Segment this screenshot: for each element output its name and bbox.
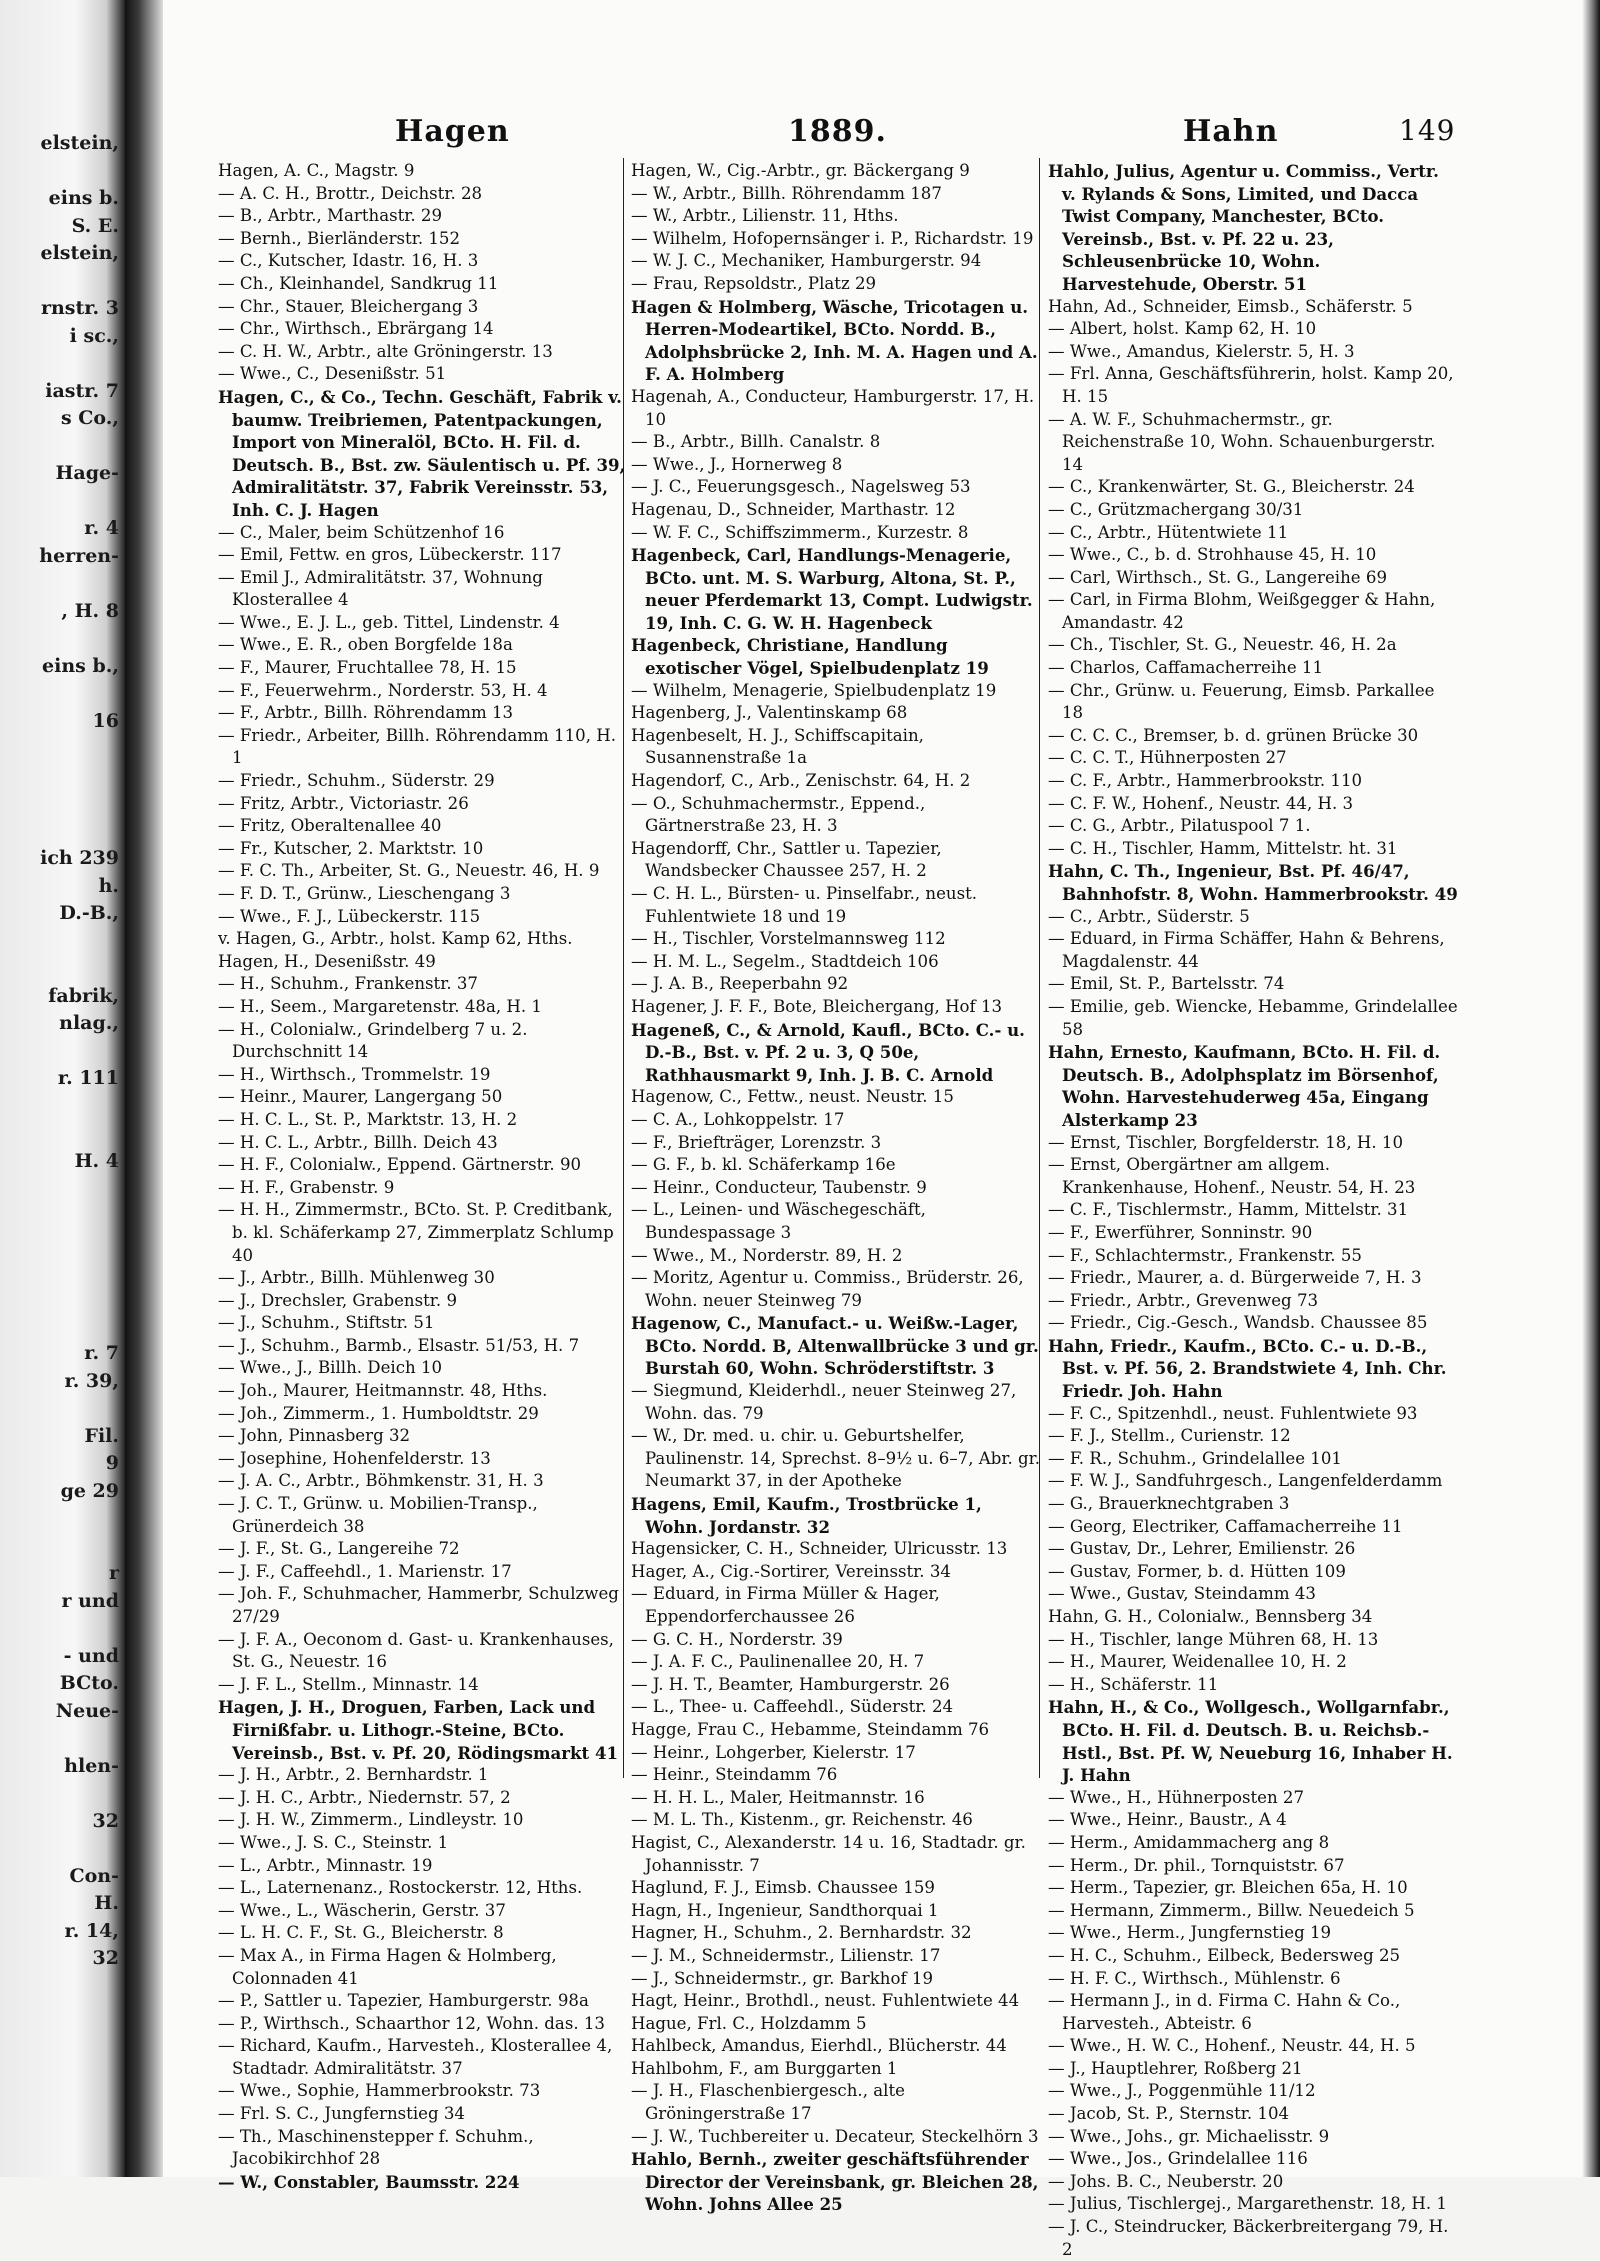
directory-entry: — F. D. T., Grünw., Lieschengang 3 [218,884,511,903]
gutter-text-fragment: 32 [92,1947,119,1969]
directory-entry: — C. G., Arbtr., Pilatuspool 7 1. [1048,816,1311,836]
directory-entry: — W., Arbtr., Billh. Röhrendamm 187 [631,183,942,203]
gutter-text-fragment: H. [94,1892,119,1914]
gutter-text-fragment: s Co., [60,407,119,429]
directory-entry: — J. H., Flaschenbiergesch., alte Gröningerstraße 17 [631,2081,905,2124]
gutter-text-fragment: S. E. [71,214,119,237]
directory-entry: — H., Tischler, Vorstelmannsweg 112 [631,929,946,949]
directory-entry: — C., Kutscher, Idastr. 16, H. 3 [218,251,479,271]
gutter-text-fragment: r und [61,1589,119,1612]
directory-entry: — C., Krankenwärter, St. G., Bleicherstr. 24 [1048,477,1415,497]
directory-entry: — Friedr., Cig.-Gesch., Wandsb. Chaussee 85 [1048,1313,1428,1333]
directory-entry: — Friedr., Maurer, a. d. Bürgerweide 7, H. 3 [1048,1268,1422,1288]
directory-entry: — J. F. L., Stellm., Minnastr. 14 [218,1674,479,1694]
directory-entry: — Johs. B. C., Neuberstr. 20 [1048,2171,1284,2191]
directory-entry: — Wwe., Heinr., Baustr., A 4 [1048,1810,1287,1830]
directory-entry: Hagenow, C., Fettw., neust. Neustr. 15 [631,1087,954,1107]
gutter-text-fragment: Fil. [84,1424,119,1447]
directory-entry: — J. H. W., Zimmerm., Lindleystr. 10 [218,1810,524,1830]
directory-entry: — Th., Maschinensteppеr f. Schuhm., Jacobikirchhof 28 [218,2126,534,2169]
directory-entry: — C. H., Tischler, Hamm, Mittelstr. ht. 31 [1048,838,1398,858]
page-number: 149 [1399,114,1456,147]
gutter-text-fragment: D.-B., [59,902,119,924]
directory-entry: — H., Tischler, lange Mühren 68, H. 13 [1048,1629,1379,1649]
directory-entry: — W. F. C., Schiffszimmerm., Kurzestr. 8 [631,522,969,542]
gutter-text-fragment: BCto. [59,1672,119,1694]
directory-entry: — Emilie, geb. Wiencke, Hebamme, Grindelallee 58 [1048,996,1458,1039]
year-heading: 1889. [788,114,887,149]
directory-entry: — Ernst, Tischler, Borgfelderstr. 18, H. 10 [1048,1132,1404,1152]
directory-entry: — Wwe., H., Hühnerposten 27 [1048,1787,1305,1807]
directory-entry: — J. A. B., Reeperbahn 92 [631,974,849,994]
directory-entry: Hagenbeck, Christiane, Handlung exotischer Vögel, Spielbudenplatz 19 [631,635,989,679]
directory-entry: Hahlbohm, F., am Burggarten 1 [631,2058,898,2078]
directory-entry: — Wwe., J. S. C., Steinstr. 1 [218,1832,449,1852]
directory-entry: — J. H., Arbtr., 2. Bernhardstr. 1 [218,1765,489,1785]
directory-entry: — Wwe., Johs., gr. Michaelisstr. 9 [1048,2126,1330,2146]
directory-entry: — A. C. H., Brottr., Deichstr. 28 [218,183,483,203]
gutter-text-fragment: ich 239 [40,847,119,869]
directory-entry: Haglund, F. J., Eimsb. Chaussee 159 [631,1878,935,1898]
directory-entry: — W., Dr. med. u. chir. u. Geburtshelfer, Paulinenstr. 14, Sprechst. 8–9½ u. 6–7, Abr. gr. Neumarkt 37, in der Apotheke [631,1426,1041,1491]
gutter-text-fragment: r. 4 [84,517,119,539]
directory-entry: — J. C., Feuerungsgesch., Nagelsweg 53 [631,477,971,497]
directory-entry: — J. F. A., Oeconom d. Gast- u. Krankenhauses, St. G., Neuestr. 16 [218,1629,614,1672]
directory-entry: — Georg, Electriker, Caffamacherreihe 11 [1048,1516,1403,1536]
directory-entry: — Carl, in Firma Blohm, Weißgegger & Hahn, Amandastr. 42 [1048,590,1436,632]
directory-entry: — J. F., Caffeehdl., 1. Marienstr. 17 [218,1561,512,1581]
directory-entry: Hagt, Heinr., Brothdl., neust. Fuhlentwiete 44 [631,1991,1020,2011]
directory-entry: — Joh. F., Schuhmacher, Hammerbr, Schulzweg 27/29 [218,1584,619,1626]
directory-entry: — L. H. C. F., St. G., Bleicherstr. 8 [218,1923,504,1943]
directory-entry: — Ernst, Obergärtner am allgem. Krankenhause, Hohenf., Neustr. 54, H. 23 [1048,1155,1416,1197]
directory-entry: — Wwe., Amandus, Kielerstr. 5, H. 3 [1048,341,1355,361]
directory-entry: — Frau, Repsoldstr., Platz 29 [631,273,877,293]
directory-entry: — L., Laternenanz., Rostockerstr. 12, Hths. [218,1878,583,1898]
directory-entry: — O., Schuhmachermstr., Eppend., Gärtnerstraße 23, H. 3 [631,793,926,836]
directory-entry: — Albert, holst. Kamp 62, H. 10 [1048,319,1317,339]
directory-entry: — P., Wirthsch., Schaarthor 12, Wohn. das. 13 [218,2013,605,2033]
gutter-text-fragment: 32 [92,1809,119,1832]
directory-entry: — J. W., Tuchbereiter u. Decateur, Steckelhörn 3 [631,2126,1039,2146]
directory-entry: Hahn, G. H., Colonialw., Bennsberg 34 [1048,1607,1373,1626]
directory-entry: — Hermann, Zimmerm., Billw. Neuedeich 5 [1048,1900,1415,1920]
directory-entry: — Wilhelm, Menagerie, Spielbudenplatz 19 [631,680,997,700]
directory-entry: — Friedr., Schuhm., Süderstr. 29 [218,771,495,791]
directory-entry: Hagen, H., Desenißstr. 49 [218,951,436,971]
directory-entry: — Herm., Tapezier, gr. Bleichen 65a, H. 10 [1048,1878,1408,1898]
directory-entry: — H. C. L., St. P., Marktstr. 13, H. 2 [218,1109,518,1129]
directory-entry: — John, Pinnasberg 32 [218,1426,411,1446]
gutter-text-fragment: 9 [105,1452,119,1474]
directory-entry: — C. A., Lohkoppelstr. 17 [631,1109,845,1129]
running-head-right: Hahn [1183,114,1279,149]
directory-entry: — H. F., Grabenstr. 9 [218,1177,395,1197]
directory-entry: Hagenbeselt, H. J., Schiffscapitain, Susannenstraße 1a [631,725,924,768]
directory-entry: — Herm., Amidammacherg ang 8 [1048,1832,1330,1852]
directory-entry: — J. C., Steindrucker, Bäckerbreitergang 79, H. 2 [1048,2217,1449,2259]
gutter-text-fragment: herren- [39,544,119,567]
directory-entry: Hagenberg, J., Valentinskamp 68 [631,703,908,723]
directory-entry: — W. J. C., Mechaniker, Hamburgerstr. 94 [631,251,982,271]
directory-entry: — H. H. L., Maler, Heitmannstr. 16 [631,1787,925,1807]
gutter-text-fragment: r. 7 [84,1342,119,1364]
directory-entry: — B., Arbtr., Billh. Canalstr. 8 [631,432,881,452]
gutter-text-fragment: eins b., [42,654,119,677]
directory-entry: Hague, Frl. C., Holzdamm 5 [631,2013,867,2033]
directory-entry: — F., Maurer, Fruchtallee 78, H. 15 [218,658,517,678]
directory-entry: — J. M., Schneidermstr., Lilienstr. 17 [631,1945,941,1965]
directory-entry: — Friedr., Arbeiter, Billh. Röhrendamm 110, H. 1 [218,725,616,768]
directory-entry: — F., Schlachtermstr., Frankenstr. 55 [1048,1245,1362,1265]
directory-entry: — W., Arbtr., Lilienstr. 11, Hths. [631,206,899,226]
directory-entry: Hahn, C. Th., Ingenieur, Bst. Pf. 46/47, Bahnhofstr. 8, Wohn. Hammerbrookstr. 49 [1048,861,1458,904]
directory-entry: — J., Schuhm., Barmb., Elsastr. 51/53, H. 7 [218,1335,580,1355]
directory-entry: — J. H. C., Arbtr., Niedernstr. 57, 2 [218,1787,511,1807]
directory-entry: — C., Arbtr., Hütentwiete 11 [1048,522,1289,542]
gutter-text-fragment: elstein, [40,242,119,264]
directory-entry: Hagensicker, C. H., Schneider, Ulricusstr. 13 [631,1539,1008,1559]
directory-entry: — Hermann J., in d. Firma C. Hahn & Co., Harvesteh., Abteistr. 6 [1048,1991,1401,2033]
directory-entry: — W., Constabler, Baumsstr. 224 [218,2171,520,2192]
directory-entry: Hagner, H., Schuhm., 2. Bernhardstr. 32 [631,1923,972,1943]
gutter-text-fragment: eins b. [48,187,119,209]
directory-entry: — Wwe., Herm., Jungfernstieg 19 [1048,1923,1332,1943]
directory-entry: — C. F. W., Hohenf., Neustr. 44, H. 3 [1048,793,1354,813]
directory-entry: — F. W. J., Sandfuhrgesch., Langenfelderdamm [1048,1471,1443,1491]
directory-entry: Hagenah, A., Conducteur, Hamburgerstr. 17, H. 10 [631,386,1035,429]
gutter-text-fragment: r. 111 [57,1067,119,1089]
directory-entry: — Bernh., Bierländerstr. 152 [218,228,461,248]
page-header [163,114,1600,154]
directory-entry: — Fritz, Arbtr., Victoriastr. 26 [218,793,469,813]
directory-entry: — G., Brauerknechtgraben 3 [1048,1494,1290,1514]
adjacent-page-fragment [0,0,125,2177]
directory-entry: — J. F., St. G., Langereihe 72 [218,1539,460,1559]
directory-entry: — H. C., Schuhm., Eilbeck, Bedersweg 25 [1048,1945,1401,1965]
directory-entry: — C. H. W., Arbtr., alte Gröningerstr. 13 [218,341,553,361]
directory-entry: — J., Schneidermstr., gr. Barkhof 19 [631,1968,934,1988]
directory-entry: — Frl. S. C., Jungfernstieg 34 [218,2104,465,2124]
directory-entry: — C. F., Arbtr., Hammerbrookstr. 110 [1048,771,1363,791]
directory-entry: Hagen, A. C., Magstr. 9 [218,161,415,180]
gutter-text-fragment: rnstr. 3 [40,297,119,319]
gutter-text-fragment: r. 14, [64,1919,119,1942]
directory-entry: — C., Arbtr., Süderstr. 5 [1048,906,1250,926]
directory-entry: — Wwe., H. W. C., Hohenf., Neustr. 44, H. 5 [1048,2036,1416,2056]
directory-entry: — C. F., Tischlermstr., Hamm, Mittelstr. 31 [1048,1200,1409,1220]
directory-entry: — A. W. F., Schuhmachermstr., gr. Reichenstraße 10, Wohn. Schauenburgerstr. 14 [1048,409,1436,474]
directory-entry: — G. C. H., Norderstr. 39 [631,1629,843,1649]
directory-entry: Hagendorf, C., Arb., Zenischstr. 64, H. 2 [631,771,971,791]
directory-entry: — Wwe., E. R., oben Borgfelde 18a [218,635,513,655]
directory-entry: Hageneß, C., & Arnold, Kaufl., BCto. C.- u. D.-B., Bst. v. Pf. 2 u. 3, Q 50e, Rathhausmarkt 9, Inh. J. B. C. Arnold [631,1019,1025,1085]
directory-entry: — Wwe., E. J. L., geb. Tittel, Lindenstr. 4 [218,612,560,632]
gutter-text-fragment: Con- [69,1864,119,1887]
directory-entry: Hagen, C., & Co., Techn. Geschäft, Fabrik v. baumw. Treibriemen, Patentpackungen, Import von Mineralöl, BCto. H. Fil. d. Deutsch. B., Bst. zw. Säulentisch u. Pf. 39, Admiralitätstr. 37, Fabrik Vereinsstr. 53, Inh. C. J. Hagen [218,386,626,520]
directory-entry: — Eduard, in Firma Schäffer, Hahn & Behrens, Magdalenstr. 44 [1048,929,1445,971]
directory-entry: — Gustav, Dr., Lehrer, Emilienstr. 26 [1048,1539,1356,1559]
directory-entry: Hagist, C., Alexanderstr. 14 u. 16, Stadtadr. gr. Johannisstr. 7 [631,1832,1026,1875]
directory-entry: — Wwe., F. J., Lübeckerstr. 115 [218,906,481,926]
directory-entry: — G. F., b. kl. Schäferkamp 16e [631,1155,896,1175]
directory-entry: — J., Drechsler, Grabenstr. 9 [218,1290,458,1310]
directory-entry: — Heinr., Steindamm 76 [631,1765,838,1785]
directory-entry: — Wilhelm, Hofopernsänger i. P., Richardstr. 19 [631,228,1034,248]
directory-entry: — Chr., Grünw. u. Feuerung, Eimsb. Parkallee 18 [1048,680,1435,723]
directory-entry: — Heinr., Conducteur, Taubenstr. 9 [631,1177,927,1197]
directory-entry: Hahn, Friedr., Kaufm., BCto. C.- u. D.-B., Bst. v. Pf. 56, 2. Brandstwiete 4, Inh. Chr. Friedr. Joh. Hahn [1048,1335,1447,1402]
directory-entry: — J. A. F. C., Paulinenallee 20, H. 7 [631,1652,925,1672]
directory-entry: — F. R., Schuhm., Grindelallee 101 [1048,1448,1342,1468]
directory-entry: — L., Leinen- und Wäschegeschäft, Bundespassage 3 [631,1200,926,1242]
directory-entry: — Wwe., C., b. d. Strohhause 45, H. 10 [1048,545,1377,565]
directory-entry: — Fritz, Oberaltenallee 40 [218,816,442,836]
directory-entry: — Wwe., Sophie, Hammerbrookstr. 73 [218,2081,541,2101]
directory-entry: — C. H. L., Bürsten- u. Pinselfabr., neust. Fuhlentwiete 18 und 19 [631,884,978,926]
directory-entry: — Julius, Tischlergej., Margarethenstr. 18, H. 1 [1048,2194,1447,2214]
gutter-text-fragment: fabrik, [48,984,119,1007]
directory-entry: — J., Hauptlehrer, Roßberg 21 [1048,2058,1303,2078]
book-spine [125,0,163,2177]
directory-entry: — H., Seem., Margaretenstr. 48a, H. 1 [218,996,542,1016]
directory-entry: — Wwe., C., Desenißstr. 51 [218,364,447,384]
directory-entry: — Wwe., J., Billh. Deich 10 [218,1358,443,1378]
gutter-text-fragment: 16 [92,709,119,732]
directory-entry: Hahn, Ernesto, Kaufmann, BCto. H. Fil. d. Deutsch. B., Adolphsplatz im Börsenhof, Wohn. Harvestehuderweg 45a, Eingang Alsterkamp 23 [1048,1042,1441,1130]
directory-entry: — H., Colonialw., Grindelberg 7 u. 2. Durchschnitt 14 [218,1019,528,1062]
directory-entry: — Richard, Kaufm., Harvestеh., Klosterallee 4, Stadtadr. Admiralitätstr. 37 [218,2036,613,2078]
directory-entry: Hagn, H., Ingenieur, Sandthorquai 1 [631,1900,939,1920]
directory-entry: — Wwe., L., Wäscherin, Gerstr. 37 [218,1900,506,1920]
gutter-text-fragment: h. [98,874,119,897]
directory-entry: — Fr., Kutscher, 2. Marktstr. 10 [218,838,484,858]
directory-entry: Hahn, H., & Co., Wollgesch., Wollgarnfabr., BCto. H. Fil. d. Deutsch. B. u. Reichsb.-Hstl., Bst. Pf. W, Neueburg 16, Inhaber H. J. Hahn [1048,1697,1453,1786]
gutter-text-fragment: r. 39, [64,1369,119,1392]
directory-entry: — Carl, Wirthsch., St. G., Langereihe 69 [1048,567,1387,587]
directory-column-1 [218,160,628,2193]
directory-entry: — F. C. Th., Arbeiter, St. G., Neuestr. 46, H. 9 [218,861,600,881]
gutter-text-fragment: r [108,1562,119,1584]
directory-entry: — C. C. C., Bremser, b. d. grünen Brücke 30 [1048,725,1419,745]
directory-entry: — J. C. T., Grünw. u. Mobilien-Transp., Grünerdeich 38 [218,1494,538,1536]
directory-entry: Hager, A., Cig.-Sortirer, Vereinsstr. 34 [631,1561,951,1581]
directory-entry: — Siegmund, Kleiderhdl., neuer Steinweg 27, Wohn. das. 79 [631,1381,1017,1423]
directory-entry: — Wwe., M., Norderstr. 89, H. 2 [631,1245,903,1265]
directory-page [163,0,1600,2259]
directory-entry: — Wwe., J., Hornerweg 8 [631,454,843,474]
directory-entry: — J. H. T., Beamter, Hamburgerstr. 26 [631,1674,950,1694]
directory-entry: — J. A. C., Arbtr., Böhmkenstr. 31, H. 3 [218,1471,544,1491]
directory-entry: — Ch., Tischler, St. G., Neuestr. 46, H. 2a [1048,635,1397,655]
directory-entry: — Emil, St. P., Bartelsstr. 74 [1048,974,1285,994]
directory-entry: Hagen, J. H., Droguen, Farben, Lack und Firnißfabr. u. Lithogr.-Steine, BCto. Vereinsb., Bst. v. Pf. 20, Rödingsmarkt 41 [218,1697,619,1763]
directory-entry: — Jacob, St. P., Sternstr. 104 [1048,2104,1290,2124]
gutter-text-fragment: nlag., [59,1012,119,1034]
directory-entry: — Heinr., Lohgerber, Kielerstr. 17 [631,1742,916,1762]
directory-entry: Hahlbeck, Amandus, Eierhdl., Blücherstr. 44 [631,2036,1007,2056]
gutter-text-fragment: ge 29 [60,1479,119,1502]
directory-entry: — F. J., Stellm., Curienstr. 12 [1048,1426,1291,1446]
gutter-text-fragment: - und [63,1644,119,1667]
gutter-text-fragment: H. 4 [74,1149,119,1172]
directory-entry: — Josephine, Hohenfelderstr. 13 [218,1448,491,1468]
directory-entry: — C., Maler, beim Schützenhof 16 [218,522,505,542]
directory-entry: — H., Schäferstr. 11 [1048,1674,1219,1694]
directory-entry: — H. H., Zimmermstr., BCto. St. P. Creditbank, b. kl. Schäferkamp 27, Zimmerplatz Schlump 40 [218,1200,614,1265]
directory-entry: — Eduard, in Firma Müller & Hager, Eppendorferchaussee 26 [631,1584,940,1626]
directory-entry: — H. F. C., Wirthsch., Mühlenstr. 6 [1048,1968,1341,1988]
directory-entry: — J., Schuhm., Stiftstr. 51 [218,1313,435,1333]
directory-entry: — B., Arbtr., Marthastr. 29 [218,206,443,226]
gutter-text-fragment: hlen- [64,1754,119,1777]
directory-entry: — H., Schuhm., Frankenstr. 37 [218,974,478,994]
directory-entry: — Ch., Kleinhandel, Sandkrug 11 [218,273,499,293]
directory-entry: — L., Thee- u. Caffeehdl., Süderstr. 24 [631,1697,954,1717]
directory-entry: Hagen & Holmberg, Wäsche, Tricotagen u. Herren-Modeartikel, BCto. Nordd. B., Adolphsbrücke 2, Inh. M. A. Hagen und A. F. A. Holmberg [631,296,1038,385]
gutter-text-fragment: elstein, [40,132,119,154]
directory-entry: — Joh., Maurer, Heitmannstr. 48, Hths. [218,1381,548,1401]
directory-column-2 [631,160,1041,2216]
page-edge [1582,0,1600,2177]
directory-entry: — Charlos, Caffamacherreihe 11 [1048,658,1324,678]
directory-entry: — Emil, Fettw. en gros, Lübeckerstr. 117 [218,545,562,565]
directory-entry: — Max A., in Firma Hagen & Holmberg, Colonnaden 41 [218,1945,557,1988]
directory-entry: — Moritz, Agentur u. Commiss., Brüderstr. 26, Wohn. neuer Steinweg 79 [631,1268,1024,1310]
directory-entry: Hagener, J. F. F., Bote, Bleichergang, Hof 13 [631,996,1003,1016]
directory-entry: — Joh., Zimmerm., 1. Humboldtstr. 29 [218,1403,539,1423]
directory-entry: Hagenau, D., Schneider, Marthastr. 12 [631,499,956,519]
directory-entry: — J., Arbtr., Billh. Mühlenweg 30 [218,1268,495,1288]
directory-entry: Hagge, Frau C., Hebamme, Steindamm 76 [631,1719,990,1739]
directory-entry: Hagens, Emil, Kaufm., Trostbrücke 1, Wohn. Jordanstr. 32 [631,1494,982,1537]
directory-column-3 [1048,160,1458,2261]
directory-entry: — F. C., Spitzenhdl., neust. Fuhlentwiete 93 [1048,1403,1418,1423]
directory-entry: — Frl. Anna, Geschäftsführerin, holst. Kamp 20, H. 15 [1048,364,1454,406]
directory-entry: Hagendorff, Chr., Sattler u. Tapezier, Wandsbecker Chaussee 257, H. 2 [631,838,942,881]
directory-entry: — Herm., Dr. phil., Tornquiststr. 67 [1048,1855,1345,1875]
directory-entry: — Wwe., Gustav, Steindamm 43 [1048,1584,1316,1604]
directory-entry: — H., Maurer, Weidenallee 10, H. 2 [1048,1652,1347,1672]
directory-entry: — H., Wirthsch., Trommelstr. 19 [218,1064,491,1084]
directory-entry: Hahn, Ad., Schneider, Eimsb., Schäferstr. 5 [1048,296,1413,316]
gutter-text-fragment: Neue- [55,1699,119,1722]
directory-entry: v. Hagen, G., Arbtr., holst. Kamp 62, Hths. [218,929,573,949]
directory-entry: — H. F., Colonialw., Eppend. Gärtnerstr. 90 [218,1155,582,1175]
directory-entry: — F., Ewerführer, Sonninstr. 90 [1048,1222,1313,1242]
directory-entry: Hagen, W., Cig.-Arbtr., gr. Bäckergang 9 [631,161,970,180]
gutter-text-fragment: Hage- [55,462,119,484]
directory-entry: — Chr., Stauer, Bleichergang 3 [218,296,479,316]
directory-entry: Hahlo, Julius, Agentur u. Commiss., Vertr. v. Rylands & Sons, Limited, und Dacca Twist Company, Manchester, BCto. Vereinsb., Bst. v. Pf. 22 u. 23, Schleusenbrücke 10, Wohn. Harvestehude, Oberstr. 51 [1048,161,1439,294]
directory-entry: — Wwe., J., Poggenmühle 11/12 [1048,2081,1316,2101]
directory-entry: — Wwe., Jos., Grindelallee 116 [1048,2149,1308,2169]
directory-entry: — H. C. L., Arbtr., Billh. Deich 43 [218,1132,498,1152]
directory-entry: — F., Arbtr., Billh. Röhrendamm 13 [218,703,514,723]
directory-entry: — Chr., Wirthsch., Ebrärgang 14 [218,319,494,339]
directory-entry: — Heinr., Maurer, Langergang 50 [218,1087,503,1107]
directory-entry: — H. M. L., Segelm., Stadtdeich 106 [631,951,939,971]
directory-entry: — F., Feuerwehrm., Norderstr. 53, H. 4 [218,680,548,700]
gutter-text-fragment: , H. 8 [61,599,119,622]
gutter-text-fragment: iastr. 7 [45,379,119,402]
directory-entry: Hahlo, Bernh., zweiter geschäftsführender Director der Vereinsbank, gr. Bleichen 28, Wohn. Johns Allee 25 [631,2149,1039,2215]
directory-entry: — Friedr., Arbtr., Grevenweg 73 [1048,1290,1319,1310]
running-head-left: Hagen [395,114,510,149]
directory-entry: — Gustav, Former, b. d. Hütten 109 [1048,1561,1346,1581]
directory-entry: — P., Sattler u. Tapezier, Hamburgerstr. 98a [218,1991,589,2011]
directory-entry: — F., Briefträger, Lorenzstr. 3 [631,1132,882,1152]
directory-entry: Hagenow, C., Manufact.- u. Weißw.-Lager, BCto. Nordd. B, Altenwallbrücke 3 und gr. Burstah 60, Wohn. Schröderstiftstr. 3 [631,1313,1039,1379]
directory-entry: — Emil J., Admiralitätstr. 37, Wohnung Klosterallee 4 [218,567,543,610]
directory-entry: Hagenbeck, Carl, Handlungs-Menagerie, BCto. unt. M. S. Warburg, Altona, St. P., neuer Pferdemarkt 13, Compt. Ludwigstr. 19, Inh. C. G. W. H. Hagenbeck [631,545,1033,633]
directory-entry: — M. L. Th., Kistenm., gr. Reichenstr. 46 [631,1810,973,1830]
gutter-text-fragment: i sc., [69,324,119,347]
directory-entry: — C. C. T., Hühnerposten 27 [1048,748,1287,768]
directory-entry: — L., Arbtr., Minnastr. 19 [218,1855,433,1875]
directory-entry: — C., Grützmachergang 30/31 [1048,499,1304,519]
